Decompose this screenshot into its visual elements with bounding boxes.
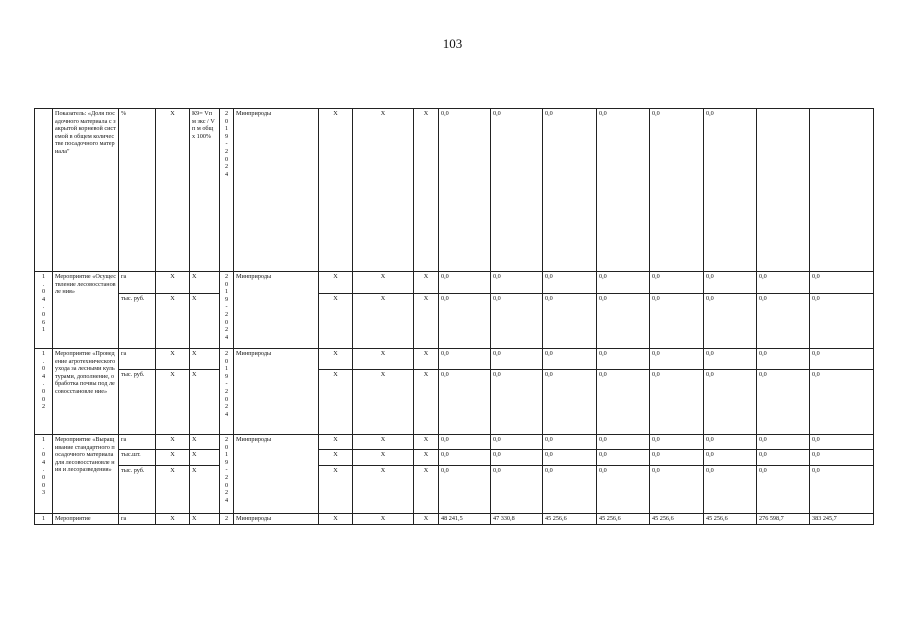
value-cell: 0,0 (757, 272, 810, 294)
value-cell: 0,0 (543, 109, 597, 272)
value-cell: 0,0 (439, 450, 491, 466)
value-cell: 0,0 (439, 435, 491, 450)
executor-cell: Минприроды (234, 514, 319, 525)
value-cell: 0,0 (543, 466, 597, 514)
value-cell: 383 245,7 (810, 514, 874, 525)
value-cell: 0,0 (439, 109, 491, 272)
value-cell: 0,0 (704, 370, 757, 435)
value-cell: 0,0 (704, 349, 757, 370)
value-cell: Х (353, 450, 414, 466)
row-name: Мероприятие «Проведение агротехнического ухода за лесными культурами, дополнение, обработка почвы под лесовосстановле ние» (53, 349, 119, 435)
page-number: 103 (442, 36, 463, 51)
value-cell: Х (414, 450, 439, 466)
value-cell: Х (319, 272, 353, 294)
table-row (35, 514, 874, 525)
value-cell: 0,0 (439, 370, 491, 435)
col-x-cell: Х (156, 450, 190, 466)
formula-cell: Х (190, 294, 220, 349)
value-cell: 0,0 (543, 370, 597, 435)
formula-cell: Х (190, 272, 220, 294)
unit-cell: тыс. руб. (119, 370, 156, 435)
value-cell: 0,0 (757, 450, 810, 466)
value-cell: 0,0 (491, 349, 543, 370)
value-cell: Х (319, 109, 353, 272)
formula-cell: Х (190, 450, 220, 466)
value-cell: 0,0 (543, 435, 597, 450)
value-cell: 0,0 (704, 435, 757, 450)
value-cell: 0,0 (597, 466, 650, 514)
value-cell: 0,0 (650, 370, 704, 435)
value-cell: Х (414, 272, 439, 294)
row-number: 1 . 0 4 . 0 0 3 (35, 435, 53, 514)
value-cell: Х (319, 349, 353, 370)
value-cell: Х (319, 435, 353, 450)
row-number (35, 109, 53, 272)
col-x-cell: Х (156, 294, 190, 349)
value-cell: 0,0 (491, 450, 543, 466)
value-cell: Х (414, 370, 439, 435)
value-cell: 0,0 (597, 435, 650, 450)
formula-cell: Х (190, 349, 220, 370)
value-cell: 0,0 (650, 109, 704, 272)
years-cell: 2 0 1 9 - 2 0 2 4 (220, 435, 234, 514)
data-table (34, 108, 874, 525)
value-cell: 0,0 (704, 450, 757, 466)
value-cell: 0,0 (810, 294, 874, 349)
value-cell: 48 241,5 (439, 514, 491, 525)
unit-cell: га (119, 272, 156, 294)
row-name: Мероприятие «Осуществление лесовосстановле ния» (53, 272, 119, 349)
value-cell: 0,0 (491, 294, 543, 349)
value-cell: 0,0 (757, 370, 810, 435)
value-cell: Х (353, 349, 414, 370)
value-cell: Х (414, 349, 439, 370)
value-cell: Х (414, 514, 439, 525)
value-cell: 0,0 (543, 294, 597, 349)
value-cell: 0,0 (543, 272, 597, 294)
value-cell: 0,0 (650, 349, 704, 370)
table-row (35, 435, 874, 450)
value-cell (757, 109, 810, 272)
value-cell: 0,0 (810, 435, 874, 450)
unit-cell: тыс. руб. (119, 466, 156, 514)
value-cell: 0,0 (650, 272, 704, 294)
value-cell: 0,0 (439, 294, 491, 349)
value-cell: Х (353, 294, 414, 349)
years-cell: 2 0 1 9 - 2 0 2 4 (220, 109, 234, 272)
value-cell: 0,0 (704, 466, 757, 514)
value-cell: 0,0 (597, 349, 650, 370)
value-cell: 0,0 (597, 450, 650, 466)
col-x-cell: Х (156, 272, 190, 294)
value-cell: Х (319, 370, 353, 435)
value-cell: Х (319, 450, 353, 466)
row-name: Мероприятие «Выращивание стандартного посадочного материала для лесовосстановле ния и лесоразведения» (53, 435, 119, 514)
unit-cell: тыс. руб. (119, 294, 156, 349)
value-cell: Х (353, 272, 414, 294)
value-cell: 0,0 (757, 435, 810, 450)
col-x-cell: Х (156, 109, 190, 272)
value-cell: 45 256,6 (597, 514, 650, 525)
row-number: 1 . 0 4 . 0 0 2 (35, 349, 53, 435)
table-row (35, 294, 874, 349)
value-cell: 47 330,8 (491, 514, 543, 525)
table-row (35, 466, 874, 514)
value-cell: 45 256,6 (704, 514, 757, 525)
formula-cell: Х (190, 370, 220, 435)
col-x-cell: Х (156, 514, 190, 525)
value-cell: Х (414, 435, 439, 450)
value-cell: 45 256,6 (543, 514, 597, 525)
value-cell: Х (353, 435, 414, 450)
value-cell: Х (414, 109, 439, 272)
row-number: 1 (35, 514, 53, 525)
value-cell: Х (319, 294, 353, 349)
col-x-cell: Х (156, 435, 190, 450)
formula-cell: Х (190, 435, 220, 450)
value-cell: 0,0 (491, 109, 543, 272)
value-cell: 0,0 (810, 450, 874, 466)
value-cell: 0,0 (491, 435, 543, 450)
value-cell: 0,0 (543, 450, 597, 466)
value-cell: 0,0 (650, 450, 704, 466)
row-number: 1 . 0 4 . 0 6 1 (35, 272, 53, 349)
value-cell: Х (353, 514, 414, 525)
value-cell: Х (319, 466, 353, 514)
value-cell: 0,0 (491, 272, 543, 294)
value-cell: 0,0 (704, 294, 757, 349)
executor-cell: Минприроды (234, 435, 319, 514)
executor-cell: Минприроды (234, 349, 319, 435)
value-cell: 0,0 (810, 349, 874, 370)
value-cell: 0,0 (650, 294, 704, 349)
unit-cell: га (119, 435, 156, 450)
value-cell: 0,0 (810, 370, 874, 435)
value-cell: 0,0 (491, 466, 543, 514)
value-cell: 0,0 (810, 466, 874, 514)
value-cell: 45 256,6 (650, 514, 704, 525)
col-x-cell: Х (156, 349, 190, 370)
years-cell: 2 0 1 9 - 2 0 2 4 (220, 349, 234, 435)
table-row (35, 370, 874, 435)
unit-cell: тыс.шт. (119, 450, 156, 466)
value-cell: 0,0 (650, 466, 704, 514)
value-cell: 0,0 (491, 370, 543, 435)
value-cell: 0,0 (439, 272, 491, 294)
value-cell: 0,0 (597, 294, 650, 349)
executor-cell: Минприроды (234, 109, 319, 272)
formula-cell: К9= Vп м зкс / Vп м общ х 100% (190, 109, 220, 272)
executor-cell: Минприроды (234, 272, 319, 349)
years-cell: 2 (220, 514, 234, 525)
value-cell: 0,0 (704, 272, 757, 294)
value-cell: 0,0 (439, 466, 491, 514)
value-cell: Х (319, 514, 353, 525)
formula-cell: Х (190, 514, 220, 525)
value-cell: 0,0 (757, 349, 810, 370)
value-cell: Х (414, 466, 439, 514)
row-name: Мероприятие (53, 514, 119, 525)
unit-cell: га (119, 514, 156, 525)
value-cell: Х (414, 294, 439, 349)
formula-cell: Х (190, 466, 220, 514)
value-cell: 0,0 (597, 109, 650, 272)
value-cell: 0,0 (704, 109, 757, 272)
value-cell: 0,0 (439, 349, 491, 370)
table-row (35, 109, 874, 272)
value-cell: 0,0 (757, 466, 810, 514)
value-cell: 0,0 (597, 272, 650, 294)
unit-cell: % (119, 109, 156, 272)
value-cell: Х (353, 109, 414, 272)
value-cell: 0,0 (757, 294, 810, 349)
table-row (35, 450, 874, 466)
row-name: Показатель: «Доля посадочного материала с закрытой корневой системой в общем количестве посадочного материала" (53, 109, 119, 272)
value-cell: 0,0 (543, 349, 597, 370)
value-cell: Х (353, 370, 414, 435)
table-row (35, 349, 874, 370)
value-cell: Х (353, 466, 414, 514)
years-cell: 2 0 1 9 - 2 0 2 4 (220, 272, 234, 349)
table-row (35, 272, 874, 294)
col-x-cell: Х (156, 370, 190, 435)
col-x-cell: Х (156, 466, 190, 514)
unit-cell: га (119, 349, 156, 370)
value-cell: 276 598,7 (757, 514, 810, 525)
value-cell: 0,0 (650, 435, 704, 450)
value-cell (810, 109, 874, 272)
value-cell: 0,0 (597, 370, 650, 435)
value-cell: 0,0 (810, 272, 874, 294)
